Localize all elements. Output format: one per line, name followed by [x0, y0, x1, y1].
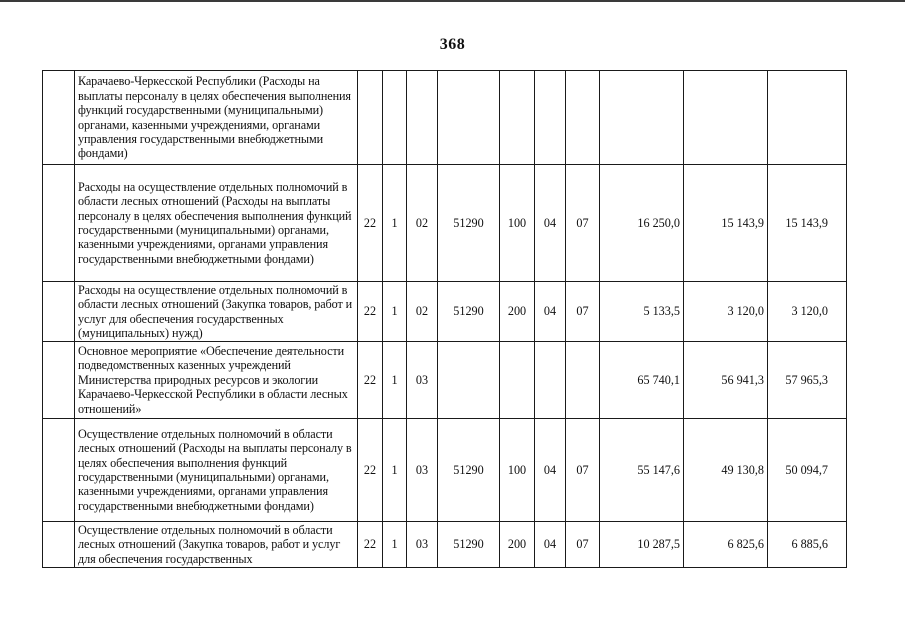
amount-year3-cell: 57 965,3 [768, 342, 847, 419]
activity-code-cell: 02 [407, 165, 438, 282]
expense-name-cell: Расходы на осуществление отдельных полномочий в области лесных отношений (Расходы на выплаты персоналу в целях обеспечения выполнения функций государственными (муниципальными) органами, казенными учреждениями, органами управления государственными внебюджетными фондами) [75, 165, 358, 282]
activity-code-cell: 02 [407, 282, 438, 342]
activity-code-cell [407, 71, 438, 165]
direction-code-cell [438, 71, 500, 165]
direction-code-cell: 51290 [438, 282, 500, 342]
subprogram-code-cell [383, 71, 407, 165]
expense-name-cell: Расходы на осуществление отдельных полномочий в области лесных отношений (Закупка товаров, работ и услуг для обеспечения государственных (муниципальных) нужд) [75, 282, 358, 342]
section-code-cell: 04 [535, 165, 566, 282]
subprogram-code-cell: 1 [383, 165, 407, 282]
expense-type-cell: 200 [500, 522, 535, 568]
expense-type-cell: 100 [500, 165, 535, 282]
table-row [43, 342, 847, 419]
program-code-cell: 22 [358, 522, 383, 568]
amount-year1-cell: 10 287,5 [600, 522, 684, 568]
expense-type-cell: 100 [500, 419, 535, 522]
subsection-code-cell [566, 71, 600, 165]
subprogram-code-cell: 1 [383, 419, 407, 522]
amount-year3-cell: 3 120,0 [768, 282, 847, 342]
section-code-cell: 04 [535, 419, 566, 522]
subsection-code-cell: 07 [566, 165, 600, 282]
amount-year1-cell: 16 250,0 [600, 165, 684, 282]
direction-code-cell: 51290 [438, 522, 500, 568]
table-row [43, 165, 847, 282]
expense-type-cell [500, 342, 535, 419]
section-code-cell [535, 71, 566, 165]
activity-code-cell: 03 [407, 522, 438, 568]
program-code-cell: 22 [358, 342, 383, 419]
section-code-cell: 04 [535, 282, 566, 342]
table-row [43, 419, 847, 522]
table-row [43, 71, 847, 165]
amount-year1-cell: 5 133,5 [600, 282, 684, 342]
expense-type-cell: 200 [500, 282, 535, 342]
subprogram-code-cell: 1 [383, 282, 407, 342]
amount-year2-cell [684, 71, 768, 165]
expense-name-cell: Осуществление отдельных полномочий в области лесных отношений (Закупка товаров, работ и услуг для обеспечения государственных [75, 522, 358, 568]
direction-code-cell: 51290 [438, 165, 500, 282]
amount-year3-cell: 15 143,9 [768, 165, 847, 282]
scan-edge [0, 0, 905, 2]
amount-year2-cell: 56 941,3 [684, 342, 768, 419]
table-row [43, 282, 847, 342]
subsection-code-cell: 07 [566, 282, 600, 342]
program-code-cell: 22 [358, 419, 383, 522]
row-number-cell [43, 165, 75, 282]
row-number-cell [43, 71, 75, 165]
table-row [43, 522, 847, 568]
amount-year3-cell: 50 094,7 [768, 419, 847, 522]
program-code-cell: 22 [358, 165, 383, 282]
table-body [43, 71, 847, 568]
expense-name-cell: Основное мероприятие «Обеспечение деятельности подведомственных казенных учреждений Министерства природных ресурсов и экологии Карачаево-Черкесской Республики в области лесных отношений» [75, 342, 358, 419]
subsection-code-cell: 07 [566, 419, 600, 522]
activity-code-cell: 03 [407, 419, 438, 522]
program-code-cell: 22 [358, 282, 383, 342]
amount-year3-cell: 6 885,6 [768, 522, 847, 568]
expense-name-cell: Осуществление отдельных полномочий в области лесных отношений (Расходы на выплаты персоналу в целях обеспечения выполнения функций государственными (муниципальными) органами, казенными учреждениями, органами управления государственными внебюджетными фондами) [75, 419, 358, 522]
section-code-cell [535, 342, 566, 419]
row-number-cell [43, 419, 75, 522]
amount-year1-cell: 65 740,1 [600, 342, 684, 419]
amount-year3-cell [768, 71, 847, 165]
budget-table [42, 70, 847, 568]
row-number-cell [43, 282, 75, 342]
expense-type-cell [500, 71, 535, 165]
row-number-cell [43, 522, 75, 568]
subprogram-code-cell: 1 [383, 342, 407, 419]
subprogram-code-cell: 1 [383, 522, 407, 568]
amount-year1-cell: 55 147,6 [600, 419, 684, 522]
subsection-code-cell [566, 342, 600, 419]
direction-code-cell: 51290 [438, 419, 500, 522]
amount-year2-cell: 3 120,0 [684, 282, 768, 342]
direction-code-cell [438, 342, 500, 419]
amount-year2-cell: 6 825,6 [684, 522, 768, 568]
subsection-code-cell: 07 [566, 522, 600, 568]
amount-year2-cell: 49 130,8 [684, 419, 768, 522]
expense-name-cell: Карачаево-Черкесской Республики (Расходы на выплаты персоналу в целях обеспечения выполнения функций государственными (муниципальными) органами, казенными учреждениями, органами управления государственными внебюджетными фондами) [75, 71, 358, 165]
amount-year2-cell: 15 143,9 [684, 165, 768, 282]
activity-code-cell: 03 [407, 342, 438, 419]
page-number: 368 [439, 36, 466, 53]
section-code-cell: 04 [535, 522, 566, 568]
row-number-cell [43, 342, 75, 419]
program-code-cell [358, 71, 383, 165]
amount-year1-cell [600, 71, 684, 165]
